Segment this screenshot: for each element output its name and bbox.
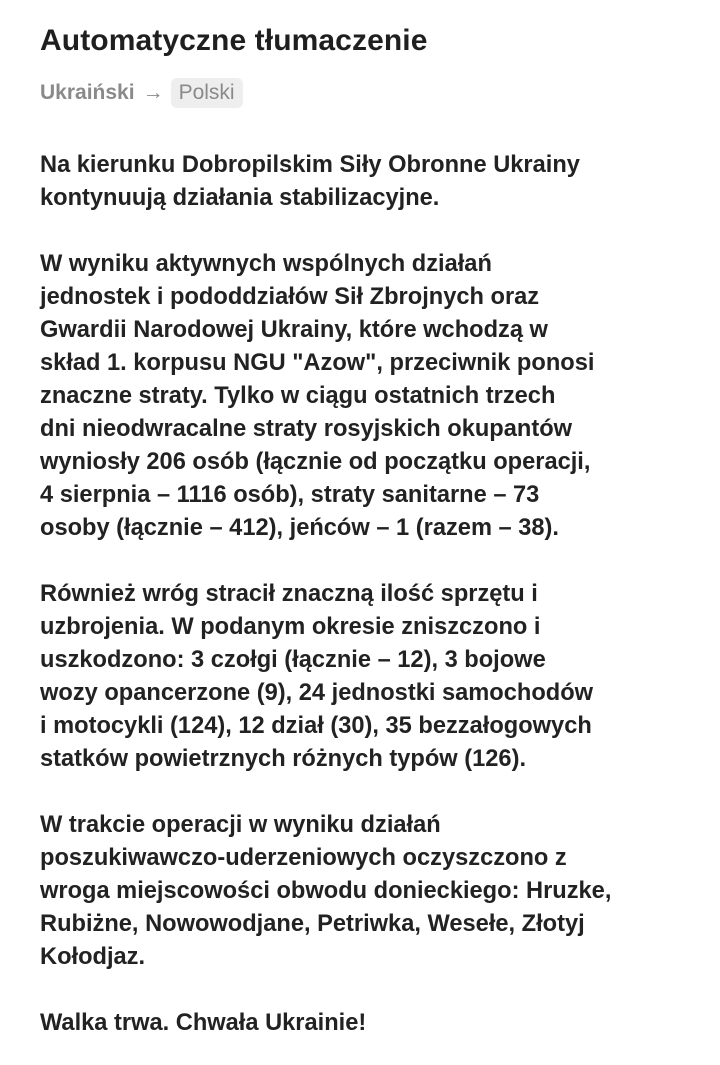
- paragraph: [40, 1006, 710, 1039]
- text-line: uszkodzono: 3 czołgi (łącznie – 12), 3 bojowe: [40, 646, 546, 673]
- text-line: kontynuują działania stabilizacyjne.: [40, 184, 440, 211]
- text-line: Walka trwa. Chwała Ukrainie!: [40, 1009, 367, 1036]
- text-line: wyniosły 206 osób (łącznie od początku operacji,: [40, 448, 591, 475]
- text-line: i motocykli (124), 12 dział (30), 35 bezzałogowych: [40, 712, 592, 739]
- language-pair: [40, 78, 243, 108]
- text-line: skład 1. korpusu NGU "Azow", przeciwnik ponosi: [40, 349, 595, 376]
- text-line: wozy opancerzone (9), 24 jednostki samochodów: [40, 679, 594, 706]
- paragraph: [40, 148, 710, 214]
- text-line: Kołodjaz.: [40, 943, 146, 970]
- text-line: W trakcie operacji w wyniku działań: [40, 811, 441, 838]
- text-line: Gwardii Narodowej Ukrainy, które wchodzą w: [40, 316, 548, 343]
- text-line: dni nieodwracalne straty rosyjskich okupantów: [40, 415, 573, 442]
- arrow-right-icon: →: [142, 81, 164, 104]
- target-language-chip[interactable]: Polski: [171, 78, 243, 108]
- page-title: Automatyczne tłumaczenie: [40, 24, 428, 57]
- paragraph: [40, 808, 710, 973]
- text-line: jednostek i pododdziałów Sił Zbrojnych oraz: [40, 283, 540, 310]
- text-line: wroga miejscowości obwodu donieckiego: Hruzke,: [40, 877, 612, 904]
- text-line: statków powietrznych różnych typów (126).: [40, 745, 527, 772]
- source-language: Ukraiński: [40, 81, 135, 104]
- text-line: Rubiżne, Nowowodjane, Petriwka, Wesełe, Złotyj: [40, 910, 585, 937]
- text-line: 4 sierpnia – 1116 osób), straty sanitarne – 73: [40, 481, 540, 508]
- text-line: osoby (łącznie – 412), jeńców – 1 (razem – 38).: [40, 514, 559, 541]
- text-line: poszukiwawczo-uderzeniowych oczyszczono z: [40, 844, 567, 871]
- text-line: Również wróg stracił znaczną ilość sprzętu i: [40, 580, 538, 607]
- translated-text: [40, 148, 710, 1039]
- paragraph: [40, 577, 710, 775]
- paragraph: [40, 247, 710, 544]
- text-line: W wyniku aktywnych wspólnych działań: [40, 250, 492, 277]
- text-line: znaczne straty. Tylko w ciągu ostatnich trzech: [40, 382, 556, 409]
- text-line: uzbrojenia. W podanym okresie zniszczono i: [40, 613, 541, 640]
- text-line: Na kierunku Dobropilskim Siły Obronne Ukrainy: [40, 151, 580, 178]
